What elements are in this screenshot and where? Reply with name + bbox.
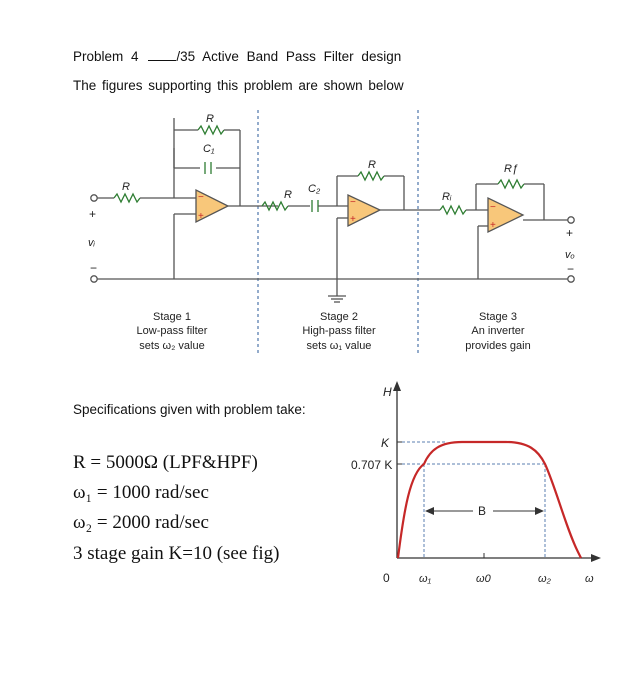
- opamp3-minus: −: [490, 202, 496, 213]
- w0-label: ω0: [476, 573, 491, 585]
- w2-label: ω₂: [538, 573, 551, 585]
- response-curve: [398, 442, 581, 558]
- stage1-r-top-label: R: [206, 113, 214, 125]
- spec-gain: 3 stage gain K=10 (see fig): [73, 543, 280, 564]
- spec-omega2: ω₂ = 2000 rad/sec: [73, 512, 209, 533]
- specs-title: Specifications given with problem take:: [73, 402, 306, 417]
- stage1-title: Stage 1: [153, 311, 191, 323]
- stage3-rf-label: Rƒ: [504, 163, 519, 175]
- input-plus: +: [89, 207, 97, 221]
- stage3-desc: An inverter: [471, 325, 525, 337]
- opamp1-minus: −: [198, 192, 204, 203]
- stage1-r-in-label: R: [122, 181, 130, 193]
- problem-label: Problem: [73, 49, 124, 64]
- origin-label: 0: [383, 571, 390, 585]
- stage2-title: Stage 2: [320, 311, 358, 323]
- spec-omega1: ω₁ = 1000 rad/sec: [73, 482, 209, 503]
- output-minus: −: [567, 262, 575, 276]
- spec-resistance: R = 5000Ω (LPF&HPF): [73, 452, 258, 473]
- stage2-r-in-label: R: [284, 189, 292, 201]
- y-axis-arrow: [393, 381, 401, 391]
- stage2-sets: sets ω₁ value: [306, 340, 372, 352]
- stage2-c2-label: C₂: [308, 183, 321, 195]
- output-plus: +: [566, 226, 574, 240]
- stage1-c1-label: C₁: [203, 143, 215, 155]
- problem-number: 4: [131, 49, 139, 64]
- subtitle: The figures supporting this problem are shown below: [73, 78, 404, 93]
- stage1-sets: sets ω₂ value: [139, 340, 205, 352]
- stage2-r-fb-label: R: [368, 159, 376, 171]
- k-tick-label: K: [381, 436, 390, 450]
- input-label: vᵢ: [88, 237, 95, 249]
- problem-title: Active Band Pass Filter design: [202, 49, 402, 64]
- output-label: vₒ: [565, 249, 575, 261]
- y-axis-label: H: [383, 385, 392, 399]
- points-total: /35: [176, 49, 196, 64]
- opamp1-plus: +: [198, 211, 204, 222]
- stage3-title: Stage 3: [479, 311, 517, 323]
- stage2-desc: High-pass filter: [302, 325, 376, 337]
- stage1-desc: Low-pass filter: [136, 325, 208, 337]
- x-axis-label: ω: [585, 573, 594, 585]
- hp-tick-label: 0.707 K: [351, 458, 393, 472]
- input-minus: −: [90, 261, 98, 275]
- bandwidth-label: B: [478, 504, 487, 518]
- x-axis-arrow: [591, 554, 601, 562]
- opamp2-plus: +: [350, 214, 356, 225]
- stage3-sets: provides gain: [465, 340, 531, 352]
- w1-label: ω₁: [419, 573, 432, 585]
- opamp3-plus: +: [490, 220, 496, 231]
- stage3-ri-label: Rᵢ: [442, 191, 452, 203]
- opamp2-minus: −: [350, 197, 356, 208]
